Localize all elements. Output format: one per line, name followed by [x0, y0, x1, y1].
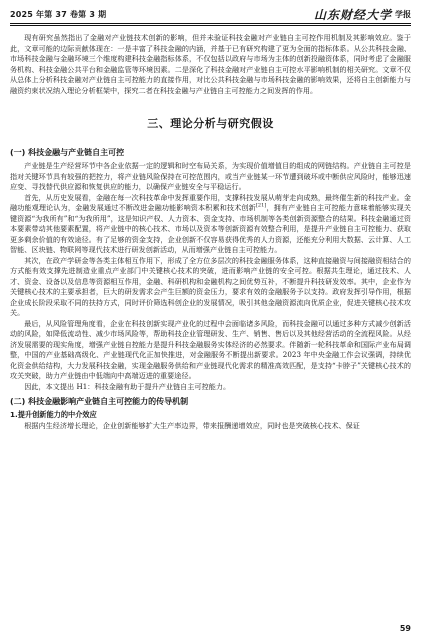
paragraph-2-text-cont: ，拥有产业链自主可控能力意味着能够实现关键资源“为我所有”和“为我所用”，这是知识产权、人力资本、资金支持、市场机制等各类创新资源整合的结果。科技金融通过资本要素带动其他要素配置，将产业链中的核心技术、市场以及资本等创新资源有效整合利用，是提升产业链自主可控能力、获取更多剩余价值的有效途径。有了足够的资金支持，企业创新不仅容易获得优秀的人力资源，还能充分利用大数据、云计算、人工智能、区块链、物联网等现代技术进行研发创新活动，从而增强产业链自主可控能力。	[10, 203, 411, 254]
minor-heading: 1.提升创新能力的中介效应	[10, 410, 97, 419]
journal-logo: 山东财经大学	[313, 7, 392, 22]
paragraph-2	[10, 193, 411, 256]
paragraph-1: 产业链是生产经营环节中各企业依据一定的逻辑和时空布局关系，为实现价值增值目的组成的网链结构。产业链自主可控是指对关键环节具有较强的把控力，将产业链风险保持在可控范围内，或当产业链某一环节遭到破坏或中断供应风险时，能够迅速应变、寻找替代供应源和恢复供应的能力，以确保产业链安全与平稳运行。	[10, 161, 411, 191]
paragraph-3: 其次，在政产学研金等各类主体相互作用下，形成了全方位多层次的科技金融服务体系，这种直接融资与间接融资相结合的方式能有效支撑先进制造业重点产业部门中关键核心技术的突破，进而影响产业链的安全可控。根据共生理论，通过技术、人才、资金、设备以及信息等资源相互作用，金融、科研机构和金融机构之间优势互补，不断提升科技研发效率。其中，企业作为关键核心技术的主要承担者，巨大的研发需求会产生巨额的资金压力，要求有效的金融服务予以支持。政府发挥引导作用，根据企业成长阶段采取不同的扶持方式，同时评价筛选科创企业的发展情况，吸引其他金融资源流向优质企业，促进关键核心技术攻关。	[10, 255, 411, 317]
section-heading: 三、理论分析与研究假设	[147, 117, 274, 130]
paragraph-2-text: 首先，从历史发展看，金融在每一次科技革命中发挥重要作用，支撑科技发展从萌芽走向成熟，最终催生新的科技产业。金融功能观理论认为，金融发展通过不断改进金融功能影响资本积累和技术创新	[10, 192, 411, 212]
journal-suffix: 学报	[395, 9, 411, 19]
paragraph-5: 根据内生经济增长理论，企业创新能够扩大生产率边界，带来报酬递增效应，同时也是突破核心技术、保证	[24, 421, 360, 430]
issue-info: 2025 年第 37 卷第 3 期	[10, 9, 107, 19]
intro-paragraph: 现有研究虽然指出了金融对产业链技术创新的影响，但并未验证科技金融对产业链自主可控作用机制及其影响效应。鉴于此，文章可能的边际贡献体现在：一是丰富了科技金融的内涵，并基于已有研究构建了更为全面的指标体系。从公共科技金融、市场科技金融与金融环境三个维度构建科技金融指标体系，不仅包括以政府与市场为主体的创新投融资体系，同时考虑了金融服务机构、科技金融公共平台和金融监管等环境因素。二是深化了科技金融对产业链自主可控水平影响机制的相关研究。文章不仅从总体上分析科技金融对产业链自主可控能力的直接作用，对比公共科技金融与市场科技金融的影响效果，还将自主创新能力与融资约束状况纳入理论分析框架中，探究二者在科技金融与产业链自主可控能力之间发挥的作用。	[10, 33, 411, 95]
subsection-heading-1: (一) 科技金融与产业链自主可控	[10, 148, 125, 157]
citation-ref[interactable]: [21]	[255, 202, 267, 209]
running-header	[10, 6, 411, 22]
subsection-heading-2: (二) 科技金融影响产业链自主可控能力的传导机制	[10, 397, 189, 406]
page-number: 59	[399, 624, 411, 633]
paragraph-4: 最后，从风险管理角度看，企业在科技创新实现产业化的过程中会面临诸多风险，而科技金融可以通过多种方式减少创新活动的风险，如降低流动性、减少市场风险等，帮助科技企业管理研发、生产、销售、售后以及其他经营活动的全流程风险。从经济发展需要的现实角度，增强产业链自控能力是提升科技金融服务实体经济的必然要求。伴随新一轮科技革命和国际产业布局调整，中国的产业基础高级化、产业链现代化正加快推进，对金融服务不断提出新要求。2023 年中央金融工作会议强调，持续优化资金供给结构，大力发展科技金融，实现金融服务供给和产业链现代化需求的精准高效匹配，是支持“卡脖子”关键核心技术的攻关突破，助力产业链由中低端向中高端迈进的重要途径。	[10, 318, 411, 380]
header-rule-thick	[10, 23, 411, 24]
hypothesis-h1: 因此，本文提出 H1：科技金融有助于提升产业链自主可控能力。	[24, 381, 231, 391]
journal-title	[314, 6, 411, 23]
header-rule-thin	[10, 25, 411, 26]
article-body	[10, 33, 411, 432]
